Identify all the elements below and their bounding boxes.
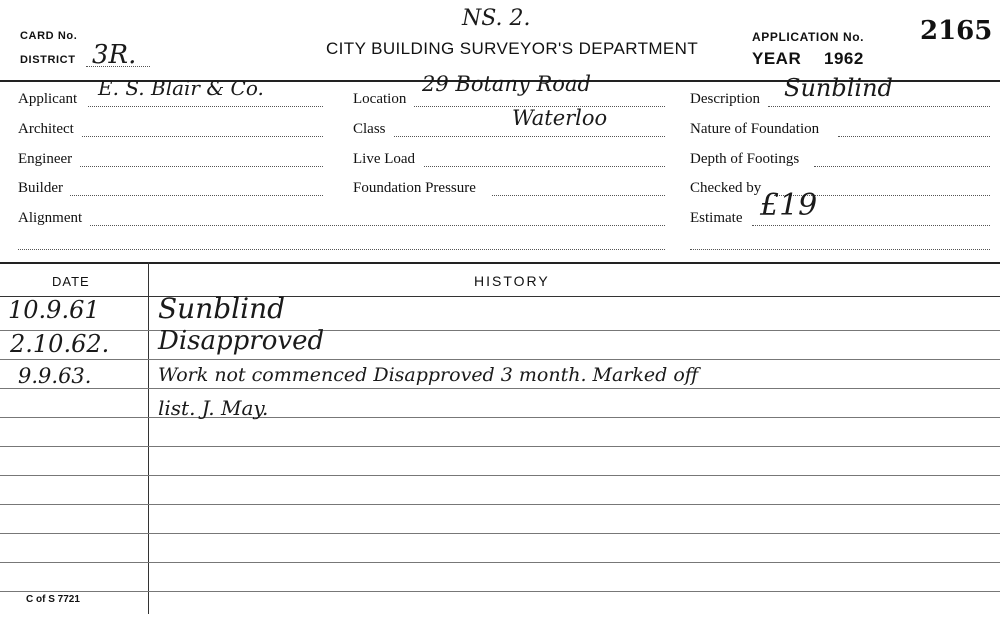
form-code: C of S 7721: [26, 594, 80, 605]
live-load-label: Live Load: [353, 151, 416, 167]
district-label: DISTRICT: [20, 54, 76, 66]
application-no-value: 2165: [920, 16, 993, 46]
builder-line: [70, 195, 323, 196]
row-rule: [0, 388, 1000, 389]
location-value-line2: Waterloo: [512, 106, 608, 130]
applicant-label: Applicant: [18, 91, 78, 107]
row-rule: [0, 562, 1000, 563]
estimate-line-2: [690, 249, 990, 250]
depth-of-footings-label: Depth of Footings: [690, 151, 800, 167]
description-value: Sunblind: [784, 74, 893, 102]
foundation-pressure-label: Foundation Pressure: [353, 180, 476, 196]
date-header: DATE: [52, 274, 90, 289]
history-date: 9.9.63.: [18, 364, 92, 388]
description-label: Description: [690, 91, 760, 107]
builder-label: Builder: [18, 180, 63, 196]
row-rule: [0, 504, 1000, 505]
history-header: HISTORY: [474, 273, 550, 289]
alignment-line-2: [18, 249, 665, 250]
architect-line: [82, 136, 323, 137]
checked-by-label: Checked by: [690, 180, 762, 196]
alignment-line: [90, 225, 665, 226]
class-line: [394, 136, 665, 137]
row-rule: [0, 475, 1000, 476]
engineer-label: Engineer: [18, 151, 73, 167]
history-header-rule: [0, 296, 1000, 297]
department-title: CITY BUILDING SURVEYOR'S DEPARTMENT: [326, 39, 699, 58]
nature-of-foundation-line: [838, 136, 990, 137]
applicant-line: [88, 106, 323, 107]
history-date: 2.10.62.: [10, 330, 110, 358]
location-label: Location: [353, 91, 407, 107]
class-label: Class: [353, 121, 386, 137]
location-value-line1: 29 Botany Road: [422, 72, 591, 96]
row-rule: [0, 417, 1000, 418]
history-top-rule: [0, 262, 1000, 264]
year-label: YEAR: [752, 49, 802, 68]
history-date: 10.9.61: [8, 296, 100, 324]
architect-label: Architect: [18, 121, 74, 137]
row-rule: [0, 446, 1000, 447]
row-rule: [0, 359, 1000, 360]
history-entry: list. J. May.: [158, 396, 269, 420]
alignment-label: Alignment: [18, 210, 83, 226]
history-entry: Sunblind: [158, 292, 286, 325]
estimate-label: Estimate: [690, 210, 743, 226]
description-line: [768, 106, 990, 107]
engineer-line: [80, 166, 323, 167]
district-value: 3R.: [92, 40, 137, 70]
applicant-value: E. S. Blair & Co.: [98, 76, 264, 100]
estimate-value: £19: [760, 188, 818, 223]
nature-of-foundation-label: Nature of Foundation: [690, 121, 820, 137]
depth-of-footings-line: [814, 166, 990, 167]
row-rule: [0, 533, 1000, 534]
history-entry: Disapproved: [158, 326, 325, 356]
estimate-line: [752, 225, 990, 226]
district-line: [86, 66, 150, 67]
foundation-pressure-line: [492, 195, 665, 196]
live-load-line: [424, 166, 665, 167]
application-no-label: APPLICATION No.: [752, 30, 865, 44]
history-entry: Work not commenced Disapproved 3 month. Marked off: [158, 364, 699, 386]
row-rule: [0, 591, 1000, 592]
top-note: NS. 2.: [462, 6, 531, 31]
row-rule: [0, 330, 1000, 331]
card-no-label: CARD No.: [20, 30, 78, 42]
year-value: 1962: [824, 49, 864, 68]
